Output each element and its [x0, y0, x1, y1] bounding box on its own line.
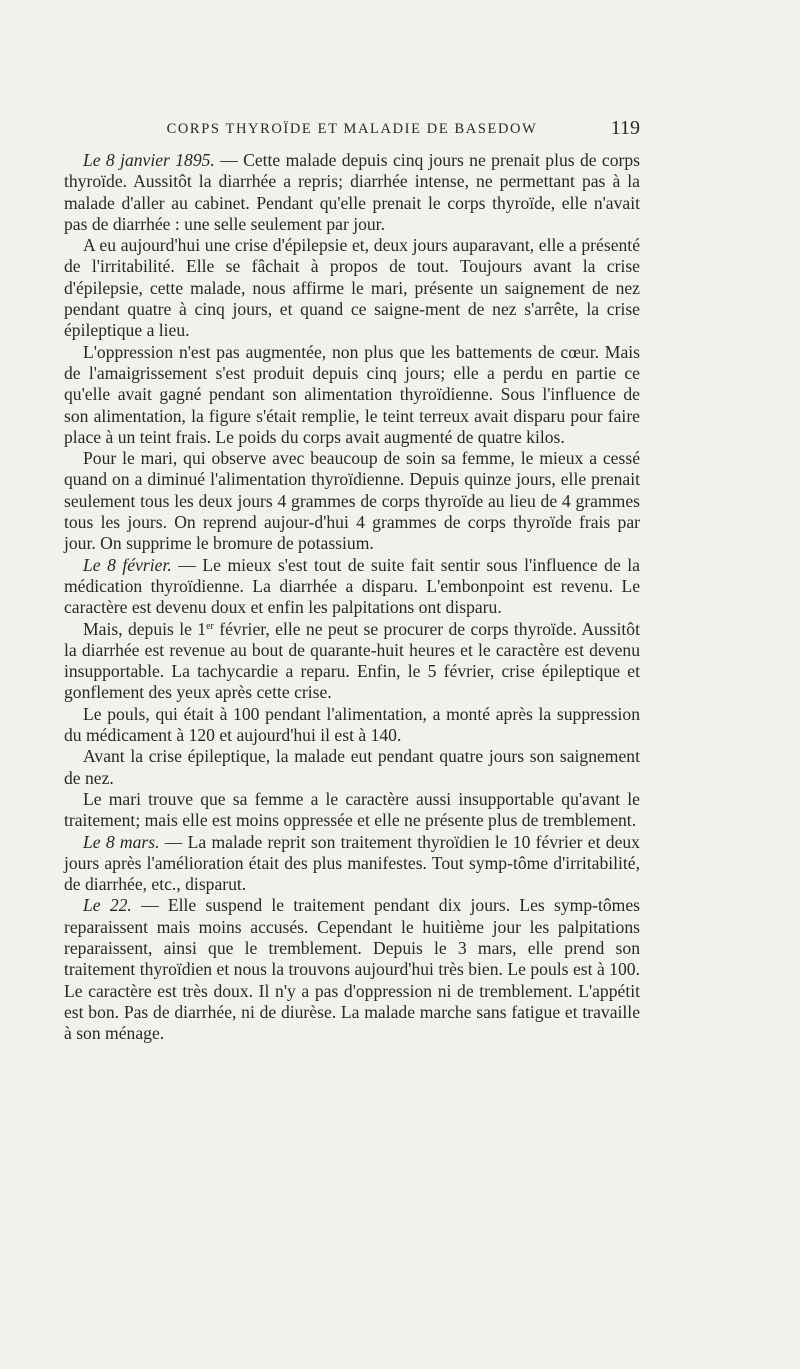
- entry-date: Le 8 mars.: [83, 831, 160, 852]
- body-text: [64, 150, 640, 1044]
- paragraph-text: — Elle suspend le traitement pendant dix jours. Les symp-tômes reparaissent mais moins accusés. Cependant le huitième jour les palpitations reparaissent, ainsi que le tremblement. Depuis le 3 mars, elle prend son traitement thyroïdien et nous la trouvons aujourd'hui très bien. Le pouls est à 100. Le caractère est très doux. Il n'y a pas d'oppression ni de tremblement. L'appétit est bon. Pas de diarrhée, ni de diurèse. La malade marche sans fatigue et travaille à son ménage.: [64, 895, 641, 1044]
- paragraph-text: A eu aujourd'hui une crise d'épilepsie et, deux jours auparavant, elle a présenté de l'irritabilité. Elle se fâchait à propos de tout. Toujours avant la crise d'épilepsie, cette malade, nous affirme le mari, présente un saignement de nez pendant quatre à cinq jours, et quand ce saigne-ment de nez s'arrête, la crise épileptique a lieu.: [64, 235, 640, 341]
- paragraph-text: février, elle ne peut se procurer de corps thyroïde. Aussitôt la diarrhée est revenue au bout de quarante-huit heures et le caractère est devenu insupportable. La tachycardie a reparu. Enfin, le 5 février, crise épileptique et gonflement des yeux après cette crise.: [64, 618, 640, 703]
- paragraph-text: — Le mieux s'est tout de suite fait sentir sous l'influence de la médication thyroïdienne. La diarrhée a disparu. L'embonpoint est revenu. Le caractère est devenu doux et enfin les palpitations ont disparu.: [64, 554, 640, 618]
- paragraph: [64, 235, 640, 341]
- paragraph: [64, 789, 640, 832]
- paragraph: [64, 704, 640, 747]
- paragraph: [64, 448, 640, 554]
- entry-date: Le 8 février.: [83, 554, 172, 575]
- page-number: 119: [610, 117, 640, 139]
- paragraph: [64, 619, 640, 704]
- superscript: er: [206, 620, 214, 632]
- running-head: [64, 117, 640, 141]
- paragraph: [64, 555, 640, 619]
- paragraph: [64, 746, 640, 789]
- entry-date: Le 8 janvier 1895.: [83, 150, 215, 170]
- entry-date: Le 22.: [83, 895, 132, 916]
- paragraph: [64, 832, 640, 896]
- paragraph-text: L'oppression n'est pas augmentée, non plus que les battements de cœur. Mais de l'amaigrissement s'est produit depuis cinq jours; elle a perdu en partie ce qu'elle avait gagné pendant son alimentation thyroïdienne. Sous l'influence de son alimentation, la figure s'était remplie, le teint terreux avait disparu pour faire place à un teint frais. Le poids du corps avait augmenté de quatre kilos.: [64, 341, 640, 447]
- paragraph-text: Pour le mari, qui observe avec beaucoup de soin sa femme, le mieux a cessé quand on a diminué l'alimentation thyroïdienne. Depuis quinze jours, elle prenait seulement tous les deux jours 4 grammes de corps thyroïde au lieu de 4 grammes tous les jours. On reprend aujour-d'hui 4 grammes de corps thyroïde frais par jour. On supprime le bromure de potassium.: [64, 448, 640, 554]
- paragraph: [64, 342, 640, 448]
- paragraph-text: Le mari trouve que sa femme a le caractère aussi insupportable qu'avant le traitement; mais elle est moins oppressée et elle ne présente plus de tremblement.: [64, 788, 640, 831]
- paragraph-text: Mais, depuis le 1: [83, 618, 207, 639]
- running-title: CORPS THYROÏDE ET MALADIE DE BASEDOW: [166, 121, 538, 137]
- paragraph-text: — La malade reprit son traitement thyroïdien le 10 février et deux jours après l'amélioration était des plus manifestes. Tout symp-tôme d'irritabilité, de diarrhée, etc., disparut.: [64, 831, 640, 895]
- paragraph-text: Le pouls, qui était à 100 pendant l'alimentation, a monté après la suppression du médicament à 120 et aujourd'hui il est à 140.: [64, 703, 640, 746]
- paragraph: [64, 150, 640, 235]
- paragraph: [64, 895, 640, 1044]
- paragraph-text: — Cette malade depuis cinq jours ne prenait plus de corps thyroïde. Aussitôt la diarrhée a repris; diarrhée intense, ne permettant pas à la malade d'aller au cabinet. Pendant qu'elle prenait le corps thyroïde, elle n'avait pas de diarrhée : une selle seulement par jour.: [64, 150, 641, 234]
- paragraph-text: Avant la crise épileptique, la malade eut pendant quatre jours son saignement de nez.: [64, 746, 640, 788]
